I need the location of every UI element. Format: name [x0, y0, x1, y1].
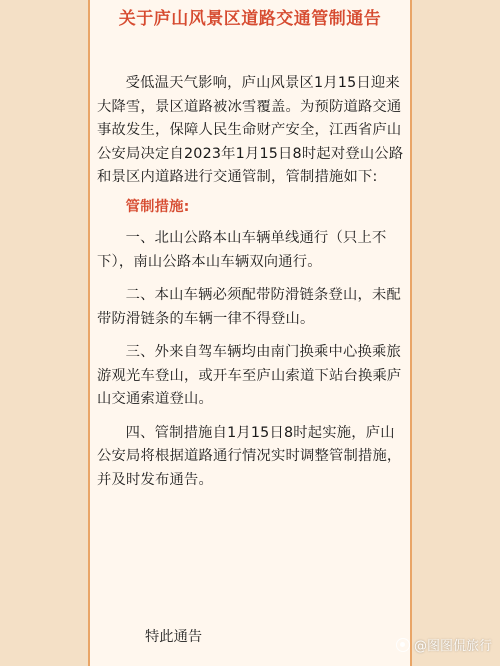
notice-title: 关于庐山风景区道路交通管制通告 — [118, 9, 382, 29]
measure-item-1: 一、北山公路本山车辆单线通行（只上不下），南山公路本山车辆双向通行。 — [97, 230, 387, 270]
camera-icon — [396, 638, 410, 652]
watermark-text: @图图侃旅行 — [413, 639, 492, 654]
notice-intro: 受低温天气影响，庐山风景区1月15日迎来大降雪，景区道路被冰雪覆盖。为预防道路交通事故发生，保障人民生命财产安全，江西省庐山公安局决定自2023年1月15日8时起对登山公路和景区内道路进行交通管制，管制措施如下: — [97, 75, 404, 185]
right-margin — [410, 0, 500, 666]
measure-item-3: 三、外来自驾车辆均由南门换乘中心换乘旅游观光车登山，或开车至庐山索道下站台换乘庐山交通索道登山。 — [97, 344, 402, 407]
notice-signoff: 特此通告 — [145, 629, 203, 645]
notice-body — [97, 72, 404, 502]
measure-item-2: 二、本山车辆必须配带防滑链条登山，未配带防滑链条的车辆一律不得登山。 — [97, 287, 402, 327]
measure-item-4: 四、管制措施自1月15日8时起实施，庐山公安局将根据道路通行情况实时调整管制措施，并及时发布通告。 — [97, 424, 402, 488]
left-margin — [0, 0, 90, 666]
measures-heading: 管制措施: — [125, 198, 190, 215]
watermark — [396, 635, 492, 654]
